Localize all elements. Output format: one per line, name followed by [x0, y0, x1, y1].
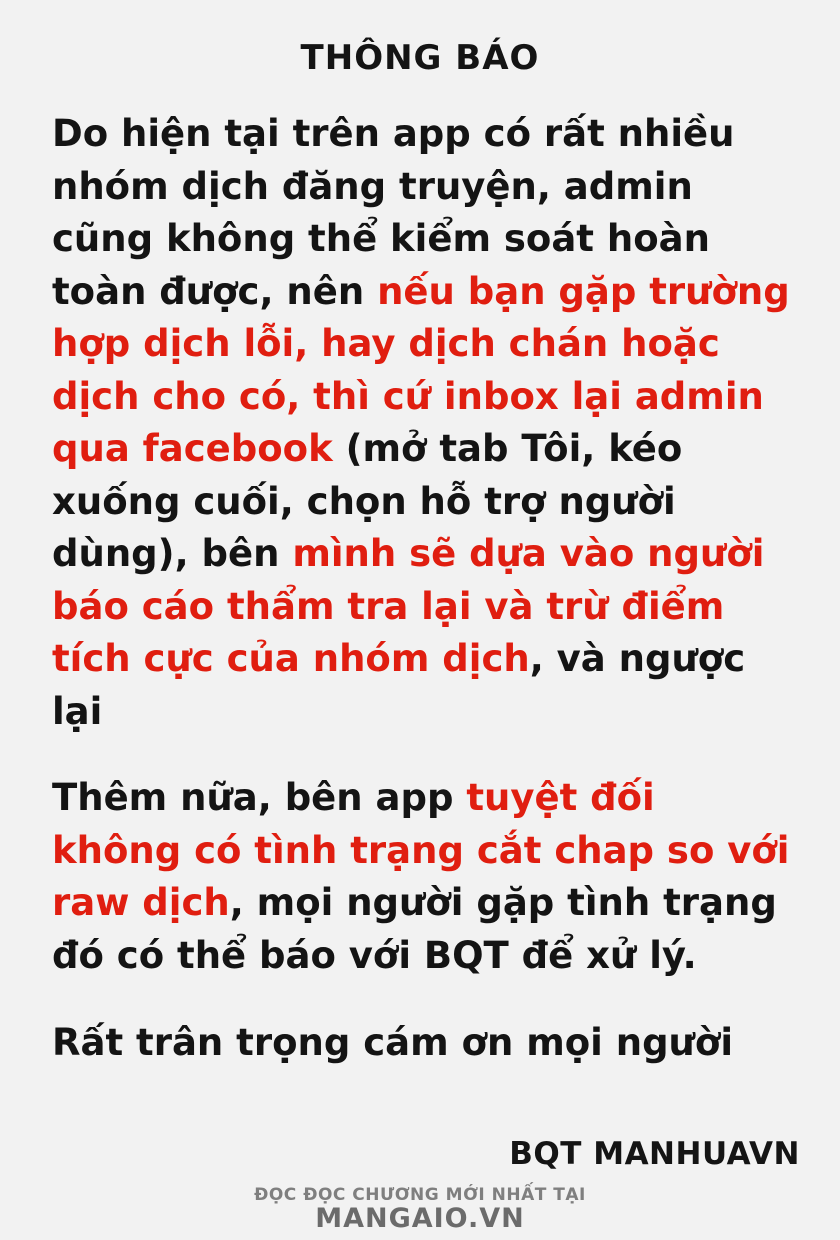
- text-run: Do hiện tại trên app có rất nhiều nhóm dịch đăng truyện, admin cũng không thể kiểm soát hoàn toàn được, nên: [52, 112, 735, 313]
- text-run: nếu bạn gặp trường hợp dịch lỗi, hay dịch chán hoặc dịch cho có, thì cứ inbox lại admin qua facebook: [52, 269, 790, 471]
- paragraph-3: [52, 1017, 796, 1070]
- paragraph-1: [52, 108, 796, 738]
- text-run: , và ngược lại: [52, 637, 746, 733]
- signature: BQT MANHUAVN: [509, 1136, 800, 1172]
- notice-body: [0, 78, 840, 1069]
- text-run: Rất trân trọng cám ơn mọi người: [52, 1020, 733, 1064]
- text-run: mình sẽ dựa vào người báo cáo thẩm tra lại và trừ điểm tích cực của nhóm dịch: [52, 532, 765, 681]
- watermark-line-1: ĐỌC ĐỌC CHƯƠNG MỚI NHẤT TẠI: [254, 1184, 586, 1205]
- text-run: , mọi người gặp tình trạng đó có thể báo với BQT để xử lý.: [52, 881, 777, 977]
- watermark-line-2: MANGAIO.VN: [315, 1203, 525, 1235]
- page-title: THÔNG BÁO: [300, 38, 540, 78]
- text-run: Thêm nữa, bên app: [52, 776, 467, 820]
- text-run: tuyệt đối không có tình trạng cắt chap so với raw dịch: [52, 776, 790, 925]
- paragraph-2: [52, 772, 796, 982]
- text-run: (mở tab Tôi, kéo xuống cuối, chọn hỗ trợ người dùng), bên: [52, 427, 683, 576]
- watermark: [0, 1186, 840, 1234]
